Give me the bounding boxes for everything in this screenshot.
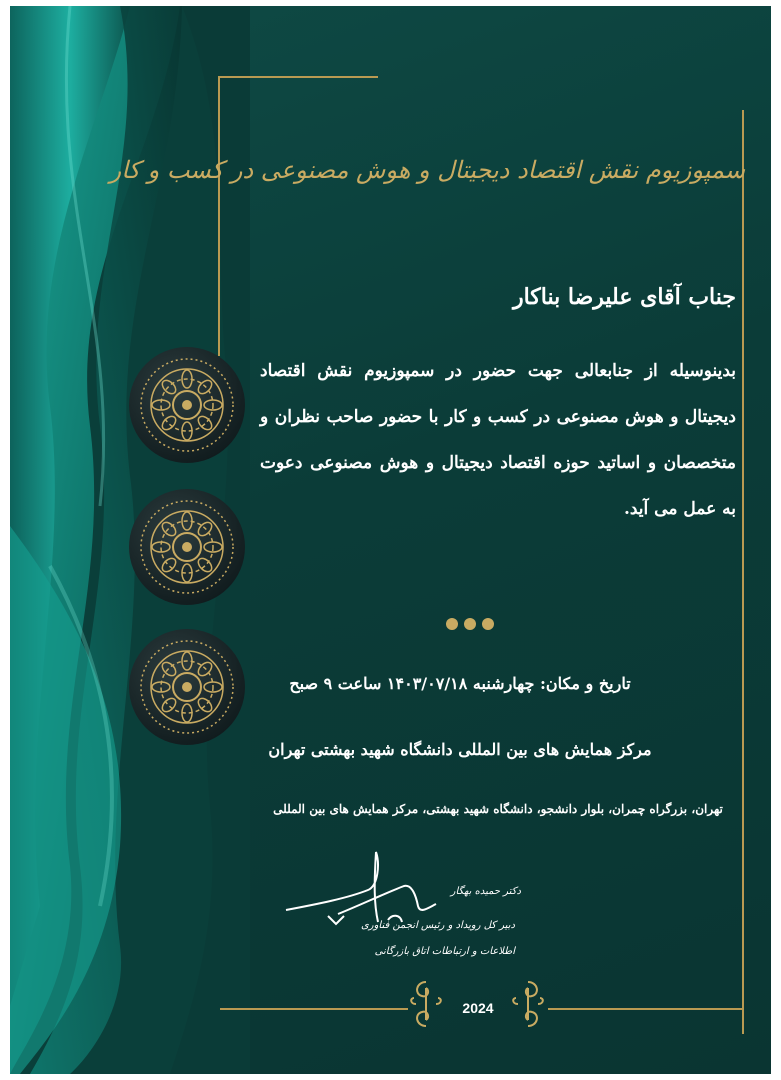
gold-scroll-ornament bbox=[408, 978, 444, 1030]
gold-scroll-ornament bbox=[510, 978, 546, 1030]
mandala-medallion bbox=[128, 488, 246, 606]
mandala-medallion bbox=[128, 628, 246, 746]
event-address: تهران، بزرگراه چمران، بلوار دانشجو، دانشگاه شهید بهشتی، مرکز همایش های بین المللی bbox=[273, 802, 723, 816]
event-datetime: تاریخ و مکان: چهارشنبه ۱۴۰۳/۰۷/۱۸ ساعت ۹ صبح bbox=[289, 674, 631, 693]
invitation-card bbox=[10, 6, 771, 1074]
frame-top-line bbox=[218, 76, 378, 78]
divider-dot bbox=[446, 618, 458, 630]
divider-dot bbox=[482, 618, 494, 630]
divider-dot bbox=[464, 618, 476, 630]
signer-role: دبیر کل رویداد و رئیس انجمن فناوری bbox=[360, 920, 515, 931]
signer-organization: اطلاعات و ارتباطات اتاق بازرگانی bbox=[374, 946, 515, 957]
event-venue: مرکز همایش های بین المللی دانشگاه شهید بهشتی تهران bbox=[268, 740, 652, 759]
frame-right-line bbox=[742, 110, 744, 1034]
frame-bottom-line-right bbox=[548, 1008, 742, 1010]
frame-left-line bbox=[218, 76, 220, 356]
signer-name: دکتر حمیده بهگار bbox=[450, 886, 521, 897]
invitation-body: بدینوسیله از جنابعالی جهت حضور در سمپوزیوم نقش اقتصاد دیجیتال و هوش مصنوعی در کسب و کار با حضور صاحب نظران و متخصصان و اساتید حوزه اقتصاد دیجیتال و هوش مصنوعی دعوت به عمل می آید. bbox=[260, 361, 736, 519]
event-title: سمپوزیوم نقش اقتصاد دیجیتال و هوش مصنوعی در کسب و کار bbox=[109, 156, 745, 184]
mandala-medallion bbox=[128, 346, 246, 464]
dots-divider bbox=[446, 618, 506, 632]
recipient-name: جناب آقای علیرضا بناکار bbox=[512, 284, 736, 310]
frame-bottom-line-left bbox=[220, 1008, 408, 1010]
year-label: 2024 bbox=[462, 1000, 494, 1016]
